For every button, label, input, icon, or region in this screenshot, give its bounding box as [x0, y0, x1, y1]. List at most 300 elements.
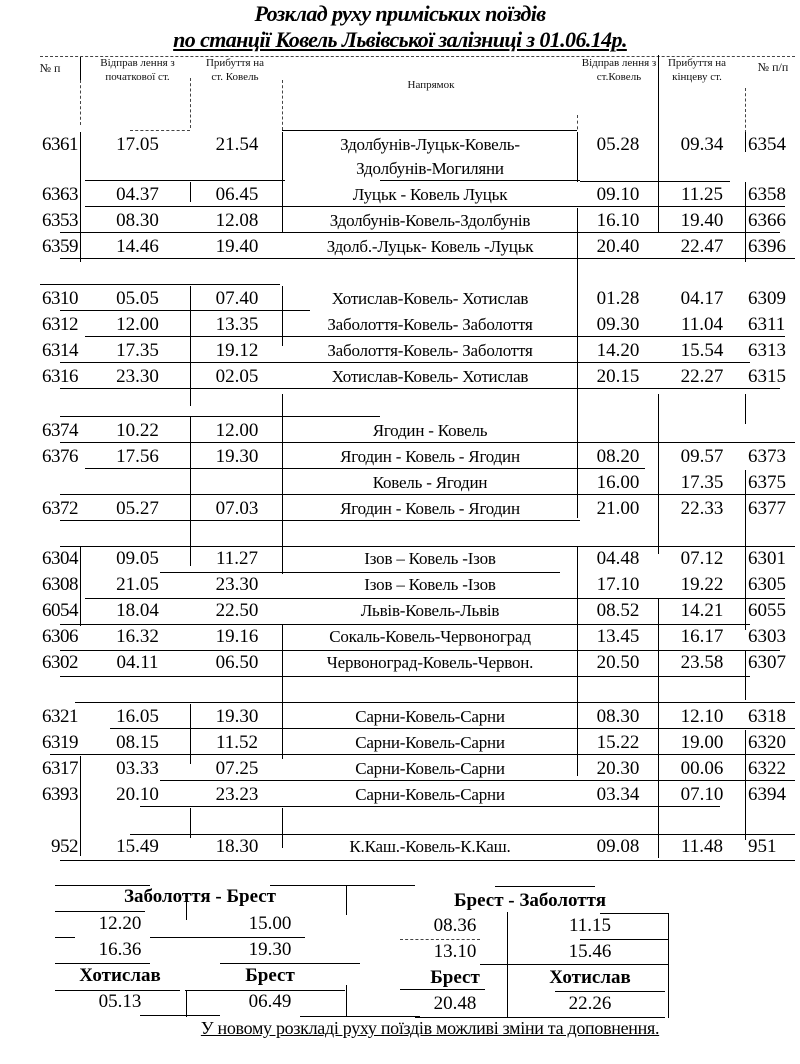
table-row [0, 418, 800, 444]
schedule-note: У новому розкладі руху поїздів можливі зміни та доповнення. [200, 1018, 660, 1038]
cell-dep [85, 678, 190, 704]
cell-dep2: 17.10 [596, 574, 640, 595]
bottom-rule [55, 885, 150, 886]
table-row [0, 286, 800, 312]
row-rule [160, 780, 795, 781]
cell-arr2: 00.06 [680, 758, 724, 779]
header-bottom-rule [130, 130, 190, 131]
cell-dir: Заболоття-Ковель- Заболоття [327, 315, 533, 334]
cell-num2: 6303 [748, 626, 786, 647]
cell-dir: Луцьк - Ковель Луцьк [352, 185, 508, 204]
bottom-rule [555, 991, 665, 992]
bottom-rule [55, 911, 145, 912]
bottom-rule [140, 1015, 220, 1016]
row-rule [580, 181, 730, 182]
column-rule [190, 182, 191, 202]
cell-num2: 6318 [748, 706, 786, 727]
cell-arr: 19.30 [215, 706, 259, 727]
cell-num2: 6366 [748, 210, 786, 231]
header-num: № п [39, 61, 61, 75]
row-rule [160, 572, 560, 573]
header-divider [80, 57, 81, 81]
cell-arr2 [660, 418, 744, 444]
row-rule [85, 180, 285, 181]
right-subheader: Брест [430, 967, 480, 988]
bottom-rule [220, 963, 360, 964]
cell-arr: 07.03 [215, 498, 259, 519]
left-cell: 12.20 [98, 913, 142, 934]
right-subheader: Хотислав [549, 967, 631, 988]
row-rule [60, 624, 750, 625]
cell-arr2: 16.17 [680, 626, 724, 647]
cell-dep [85, 470, 190, 496]
cell-arr2: 14.21 [680, 600, 724, 621]
column-rule [658, 394, 659, 554]
cell-dir: К.Каш.-Ковель-К.Каш. [349, 837, 511, 856]
cell-num: 6393 [42, 784, 78, 805]
column-rule [745, 730, 746, 840]
cell-dir: Ізов – Ковель -Ізов [364, 575, 496, 594]
cell-num2: 951 [748, 836, 777, 857]
right-cell: 11.15 [568, 915, 612, 936]
table-row [0, 234, 800, 260]
column-rule [282, 394, 283, 574]
cell-dep2: 16.10 [596, 210, 640, 231]
cell-arr2: 19.40 [680, 210, 724, 231]
cell-dir: Заболоття-Ковель- Заболоття [327, 341, 533, 360]
bottom-divider [346, 885, 347, 915]
cell-num: 952 [51, 836, 78, 857]
cell-num: 6376 [42, 446, 78, 467]
cell-arr2: 22.47 [680, 236, 724, 257]
bottom-rule [400, 989, 485, 990]
cell-dep2: 09.08 [596, 836, 640, 857]
cell-dir: Сокаль-Ковель-Червоноград [329, 627, 531, 646]
column-rule [190, 808, 191, 838]
table-row [0, 546, 800, 572]
cell-num2: 6055 [748, 600, 786, 621]
title-line-1: Розклад руху приміських поїздів [254, 1, 546, 26]
bottom-rule [185, 990, 345, 991]
cell-arr: 11.52 [215, 732, 259, 753]
cell-dep: 18.04 [116, 600, 159, 621]
header-divider [282, 80, 283, 130]
cell-dir: Сарни-Ковель-Сарни [355, 707, 505, 726]
column-rule [190, 704, 191, 764]
column-rule [282, 808, 283, 848]
cell-arr2: 11.48 [680, 836, 724, 857]
bottom-rule [270, 885, 415, 886]
cell-arr2: 07.10 [680, 784, 724, 805]
cell-arr2: 04.17 [680, 288, 724, 309]
cell-arr: 07.40 [215, 288, 259, 309]
cell-dep: 08.15 [116, 732, 159, 753]
header-departure-kovel: Відправ лення з ст.Ковель [581, 57, 657, 83]
header-divider [190, 78, 191, 128]
cell-num2 [748, 260, 798, 286]
table-row [0, 730, 800, 756]
column-rule [190, 416, 191, 566]
cell-arr: 06.50 [215, 652, 259, 673]
cell-dep: 14.46 [116, 236, 159, 257]
column-rule [577, 418, 578, 518]
column-rule [745, 132, 746, 152]
cell-num: 6316 [42, 366, 78, 387]
cell-dep2: 21.00 [596, 498, 640, 519]
cell-num2: 6375 [748, 472, 786, 493]
cell-dep: 21.05 [116, 574, 159, 595]
cell-num2: 6305 [748, 574, 786, 595]
cell-dep2 [578, 156, 658, 182]
cell-dep2: 08.30 [596, 706, 640, 727]
cell-dep2: 20.30 [596, 758, 640, 779]
table-row [0, 834, 800, 860]
cell-arr: 19.30 [215, 446, 259, 467]
header-departure-origin: Відправ лення з початкової ст. [100, 57, 175, 83]
bottom-rule [495, 886, 595, 887]
cell-dep: 09.05 [116, 548, 159, 569]
table-row [0, 312, 800, 338]
cell-arr2 [660, 156, 744, 182]
cell-dep: 20.10 [116, 784, 159, 805]
cell-num: 6308 [42, 574, 78, 595]
table-row [0, 704, 800, 730]
title-line-2: по станції Ковель Львівської залізниці з 01.06.14р. [173, 27, 627, 52]
cell-num2 [748, 394, 798, 420]
cell-dep2: 03.34 [596, 784, 640, 805]
right-cell: 22.26 [568, 993, 612, 1014]
table-row [0, 782, 800, 808]
bottom-divider [507, 912, 508, 1017]
cell-dep: 10.22 [116, 420, 159, 441]
cell-arr2: 15.54 [680, 340, 724, 361]
cell-num: 6302 [42, 652, 78, 673]
row-rule [380, 180, 580, 181]
column-rule [80, 546, 81, 626]
column-rule [577, 286, 578, 426]
column-rule [745, 650, 746, 700]
column-rule [80, 132, 81, 182]
left-cell: 19.30 [248, 939, 292, 960]
cell-num: 6361 [42, 134, 78, 155]
cell-dir: Здолбунів-Ковель-Здолбунів [329, 211, 531, 230]
cell-num2: 6322 [748, 758, 786, 779]
cell-dir [283, 260, 577, 286]
header-num2: № п/п [757, 60, 789, 74]
right-cell: 08.36 [433, 915, 477, 936]
cell-dep2: 08.52 [596, 600, 640, 621]
table-row [0, 444, 800, 470]
cell-dir: Хотислав-Ковель- Хотислав [331, 367, 529, 386]
table-row [0, 182, 800, 208]
cell-arr: 11.27 [215, 548, 259, 569]
row-rule [60, 546, 795, 547]
cell-dir: Сарни-Ковель-Сарни [355, 759, 505, 778]
header-top-rule [40, 56, 795, 57]
row-rule [40, 284, 280, 285]
cell-dep: 16.32 [116, 626, 159, 647]
table-row [0, 260, 800, 286]
column-rule [577, 208, 578, 288]
cell-arr [193, 156, 281, 182]
cell-arr2: 12.10 [680, 706, 724, 727]
cell-num: 6312 [42, 314, 78, 335]
table-row [0, 624, 800, 650]
right-cell: 20.48 [433, 993, 477, 1014]
cell-dep2: 09.30 [596, 314, 640, 335]
cell-dir: Сарни-Ковель-Сарни [355, 785, 505, 804]
cell-dir: Ковель - Ягодин [372, 473, 488, 492]
header-direction: Напрямок [407, 79, 455, 91]
cell-arr: 07.25 [215, 758, 259, 779]
cell-dep2: 16.00 [596, 472, 640, 493]
row-rule [130, 834, 795, 835]
row-rule [110, 728, 795, 729]
bottom-rule [400, 939, 480, 940]
cell-num: 6374 [42, 420, 78, 441]
cell-dep: 17.35 [116, 340, 159, 361]
header-divider [745, 88, 746, 133]
cell-dep2: 20.50 [596, 652, 640, 673]
row-rule [60, 232, 780, 233]
cell-dep2: 13.45 [596, 626, 640, 647]
bottom-rule [150, 937, 305, 938]
cell-num: 6321 [42, 706, 78, 727]
cell-num2: 6309 [748, 288, 786, 309]
cell-num: 6353 [42, 210, 78, 231]
cell-num: 6363 [42, 184, 78, 205]
bottom-rule [55, 963, 150, 964]
cell-dep: 12.00 [116, 314, 159, 335]
left-cell: 15.00 [248, 913, 292, 934]
cell-num2 [748, 678, 798, 704]
cell-arr2: 22.33 [680, 498, 724, 519]
column-rule [745, 182, 746, 262]
cell-arr2: 22.27 [680, 366, 724, 387]
cell-arr: 13.35 [215, 314, 259, 335]
table-row [0, 572, 800, 598]
cell-arr: 12.00 [215, 420, 259, 441]
cell-arr: 19.40 [215, 236, 259, 257]
cell-dep: 05.05 [116, 288, 159, 309]
cell-dep2: 08.20 [596, 446, 640, 467]
left-cell: 05.13 [98, 991, 142, 1012]
row-rule [60, 494, 795, 495]
table-row [0, 208, 800, 234]
left-cell: 06.49 [248, 991, 292, 1012]
row-rule [75, 702, 795, 703]
cell-num [0, 260, 78, 286]
row-rule [85, 468, 645, 469]
cell-arr2: 11.04 [680, 314, 724, 335]
cell-arr: 18.30 [215, 836, 259, 857]
column-rule [745, 470, 746, 630]
row-rule [60, 520, 580, 521]
column-rule [80, 756, 81, 856]
row-rule [85, 598, 785, 599]
table-row [0, 678, 800, 704]
cell-arr: 12.08 [215, 210, 259, 231]
cell-num2: 6320 [748, 732, 786, 753]
cell-num2: 6301 [748, 548, 786, 569]
cell-dir: Здолбунів-Луцьк-Ковель- [340, 135, 520, 154]
cell-num: 6306 [42, 626, 78, 647]
cell-dir: Сарни-Ковель-Сарни [355, 733, 505, 752]
left-title: Заболоття - Брест [123, 886, 277, 907]
table-row [0, 338, 800, 364]
cell-dep: 03.33 [116, 758, 159, 779]
cell-dep: 17.05 [116, 134, 159, 155]
cell-num2 [748, 156, 798, 182]
table-row [0, 132, 800, 158]
cell-num [0, 156, 78, 182]
cell-num2: 6311 [748, 314, 786, 335]
cell-arr2: 09.57 [680, 446, 724, 467]
left-cell: 16.36 [98, 939, 142, 960]
cell-arr [193, 470, 281, 496]
cell-num2: 6307 [748, 652, 786, 673]
cell-dir: Хотислав-Ковель- Хотислав [331, 289, 529, 308]
cell-num: 6314 [42, 340, 78, 361]
cell-arr: 23.23 [215, 784, 259, 805]
bottom-rule [480, 964, 668, 965]
cell-dep2 [578, 260, 658, 286]
header-divider [658, 55, 659, 135]
cell-dep: 08.30 [116, 210, 159, 231]
cell-num: 6310 [42, 288, 78, 309]
cell-arr: 02.05 [215, 366, 259, 387]
cell-num [0, 470, 78, 496]
cell-dep2: 14.20 [596, 340, 640, 361]
cell-num2: 6373 [748, 446, 786, 467]
header-arrival-final: Прибуття на кінцеву ст. [667, 57, 727, 83]
cell-num: 6372 [42, 498, 78, 519]
row-rule [50, 754, 795, 755]
table-row [0, 756, 800, 782]
column-rule [80, 182, 81, 262]
cell-dep2: 20.40 [596, 236, 640, 257]
cell-dep: 15.49 [116, 836, 159, 857]
table-row [0, 156, 800, 182]
table-row [0, 598, 800, 624]
cell-arr: 06.45 [215, 184, 259, 205]
cell-arr [193, 260, 281, 286]
cell-num2: 6396 [748, 236, 786, 257]
cell-arr: 19.16 [215, 626, 259, 647]
column-rule [282, 132, 283, 232]
header-arrival-kovel: Прибуття на ст. Ковель [205, 57, 265, 83]
bottom-rule [580, 939, 668, 940]
cell-dir: Здолб.-Луцьк- Ковель -Луцьк [326, 237, 534, 256]
cell-dir: Львів-Ковель-Львів [360, 601, 500, 620]
cell-dep [85, 260, 190, 286]
row-rule [60, 676, 750, 677]
cell-num: 6319 [42, 732, 78, 753]
cell-dep2 [578, 418, 658, 444]
cell-arr [193, 678, 281, 704]
cell-dep: 04.37 [116, 184, 159, 205]
cell-dep2: 01.28 [596, 288, 640, 309]
cell-num2: 6354 [748, 134, 786, 155]
cell-dep2 [578, 394, 658, 420]
cell-arr: 23.30 [215, 574, 259, 595]
header-bottom-rule [282, 130, 577, 131]
cell-num: 6317 [42, 758, 78, 779]
cell-arr: 21.54 [215, 134, 259, 155]
cell-num2 [748, 418, 798, 444]
column-rule [658, 598, 659, 858]
table-row [0, 496, 800, 522]
cell-dir: Червоноград-Ковель-Червон. [326, 653, 534, 672]
table-row [0, 364, 800, 390]
table-row [0, 470, 800, 496]
cell-dep2: 05.28 [596, 134, 640, 155]
row-rule [60, 310, 310, 311]
column-rule [190, 286, 191, 406]
cell-dir: Ягодин - Ковель [372, 421, 488, 440]
right-title: Брест - Заболоття [453, 890, 607, 911]
bottom-divider [186, 895, 187, 920]
bottom-rule [600, 913, 668, 914]
column-rule [282, 286, 283, 346]
bottom-divider [346, 985, 347, 1017]
left-subheader: Брест [245, 965, 295, 986]
cell-dir: Ягодин - Ковель - Ягодин [340, 447, 520, 466]
cell-num2: 6315 [748, 366, 786, 387]
row-rule [60, 362, 750, 363]
row-rule [85, 206, 785, 207]
cell-dep2: 09.10 [596, 184, 640, 205]
row-rule [60, 258, 795, 259]
row-rule [60, 650, 780, 651]
cell-dep: 16.05 [116, 706, 159, 727]
table-row [0, 650, 800, 676]
cell-num: 6359 [42, 236, 78, 257]
right-cell: 13.10 [433, 941, 477, 962]
cell-dir: Ягодин - Ковель - Ягодин [340, 499, 520, 518]
cell-dep2: 15.22 [596, 732, 640, 753]
column-rule [282, 624, 283, 704]
cell-dir: Здолбунів-Могиляни [356, 159, 504, 178]
cell-arr: 22.50 [215, 600, 259, 621]
bottom-divider [186, 990, 187, 1017]
cell-dep2: 04.48 [596, 548, 640, 569]
cell-num [0, 678, 78, 704]
cell-num2: 6313 [748, 340, 786, 361]
column-rule [577, 132, 578, 182]
cell-arr2: 19.00 [680, 732, 724, 753]
row-rule [60, 416, 380, 417]
cell-num2: 6377 [748, 498, 786, 519]
cell-num2: 6358 [748, 184, 786, 205]
cell-arr2 [660, 260, 744, 286]
column-rule [658, 132, 659, 232]
row-rule [60, 442, 795, 443]
cell-arr2: 17.35 [680, 472, 724, 493]
cell-arr2: 11.25 [680, 184, 724, 205]
column-rule [577, 546, 578, 776]
column-rule [282, 704, 283, 759]
cell-arr2: 23.58 [680, 652, 724, 673]
row-rule [60, 860, 795, 861]
cell-arr2 [660, 678, 744, 704]
cell-dir [283, 678, 577, 704]
right-cell: 15.46 [568, 941, 612, 962]
cell-dep: 17.56 [116, 446, 159, 467]
cell-arr2 [660, 394, 744, 420]
bottom-rule [55, 990, 180, 991]
row-rule [60, 388, 780, 389]
